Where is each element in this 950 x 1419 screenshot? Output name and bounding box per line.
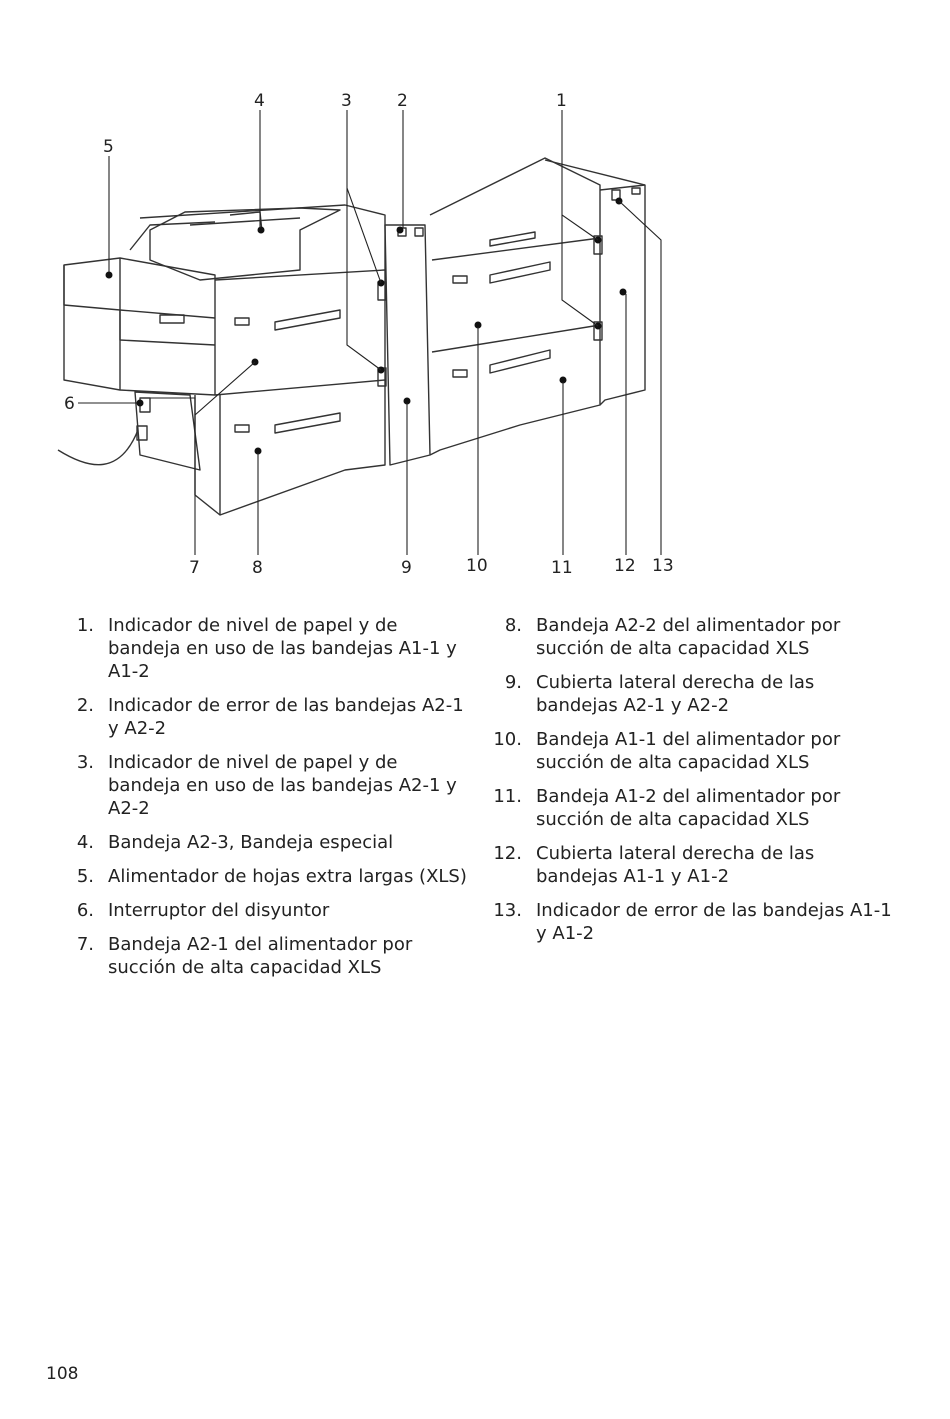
legend-item <box>60 933 470 979</box>
legend-text: Alimentador de hojas extra largas (XLS) <box>108 866 467 887</box>
printer-illustration <box>0 0 950 590</box>
legend-number: 10. <box>493 729 522 750</box>
legend-left-column <box>60 614 470 990</box>
legend-text: Bandeja A1-1 del alimentador por succión de alta capacidad XLS <box>536 729 841 773</box>
legend-number: 5. <box>76 866 94 887</box>
legend-item <box>60 751 470 820</box>
legend-number: 4. <box>76 832 94 853</box>
legend-text: Indicador de error de las bandejas A1-1 y A1-2 <box>536 900 892 944</box>
legend-right-column <box>488 614 898 956</box>
legend-item <box>60 694 470 740</box>
callout-9: 9 <box>401 558 412 578</box>
legend-item <box>488 842 898 888</box>
legend-number: 3. <box>76 752 94 773</box>
legend-number: 12. <box>493 843 522 864</box>
callout-8: 8 <box>252 558 263 578</box>
power-cable <box>58 430 138 465</box>
callout-1: 1 <box>556 91 567 111</box>
legend-number: 7. <box>76 934 94 955</box>
callout-11: 11 <box>551 558 573 578</box>
legend-item <box>488 671 898 717</box>
legend-item <box>488 614 898 660</box>
legend-text: Cubierta lateral derecha de las bandejas A2-1 y A2-2 <box>536 672 815 716</box>
legend-text: Indicador de nivel de papel y de bandeja en uso de las bandejas A2-1 y A2-2 <box>108 752 457 819</box>
legend-text: Cubierta lateral derecha de las bandejas A1-1 y A1-2 <box>536 843 815 887</box>
bypass-tray <box>150 208 340 280</box>
legend-item <box>488 899 898 945</box>
legend-number: 1. <box>76 615 94 636</box>
legend-number: 2. <box>76 695 94 716</box>
callout-2: 2 <box>397 91 408 111</box>
legend-item <box>488 728 898 774</box>
page-number: 108 <box>46 1364 79 1384</box>
callout-12: 12 <box>614 556 636 576</box>
legend-text: Indicador de nivel de papel y de bandeja en uso de las bandejas A1-1 y A1-2 <box>108 615 457 682</box>
legend-number: 6. <box>76 900 94 921</box>
breaker-panel <box>135 392 200 470</box>
legend-number: 9. <box>504 672 522 693</box>
legend-text: Bandeja A2-1 del alimentador por succión de alta capacidad XLS <box>108 934 413 978</box>
legend-number: 13. <box>493 900 522 921</box>
feeder-a2-body <box>140 205 385 515</box>
callout-3: 3 <box>341 91 352 111</box>
legend-item <box>60 865 470 888</box>
legend-number: 8. <box>504 615 522 636</box>
xls-feeder-module <box>64 258 215 395</box>
legend-item <box>60 614 470 683</box>
legend-text: Bandeja A2-2 del alimentador por succión de alta capacidad XLS <box>536 615 841 659</box>
feeder-a1-body <box>430 158 600 455</box>
legend-item <box>60 899 470 922</box>
callout-7: 7 <box>189 558 200 578</box>
legend-text: Indicador de error de las bandejas A2-1 y A2-2 <box>108 695 464 739</box>
legend-text: Interruptor del disyuntor <box>108 900 330 921</box>
callout-13: 13 <box>652 556 674 576</box>
callout-4: 4 <box>254 91 265 111</box>
legend-item <box>488 785 898 831</box>
side-cover-a1 <box>545 160 645 405</box>
callout-5: 5 <box>103 137 114 157</box>
callout-6: 6 <box>64 394 75 414</box>
legend-item <box>60 831 470 854</box>
callout-10: 10 <box>466 556 488 576</box>
legend-number: 11. <box>493 786 522 807</box>
legend-text: Bandeja A1-2 del alimentador por succión de alta capacidad XLS <box>536 786 841 830</box>
legend-text: Bandeja A2-3, Bandeja especial <box>108 832 394 853</box>
